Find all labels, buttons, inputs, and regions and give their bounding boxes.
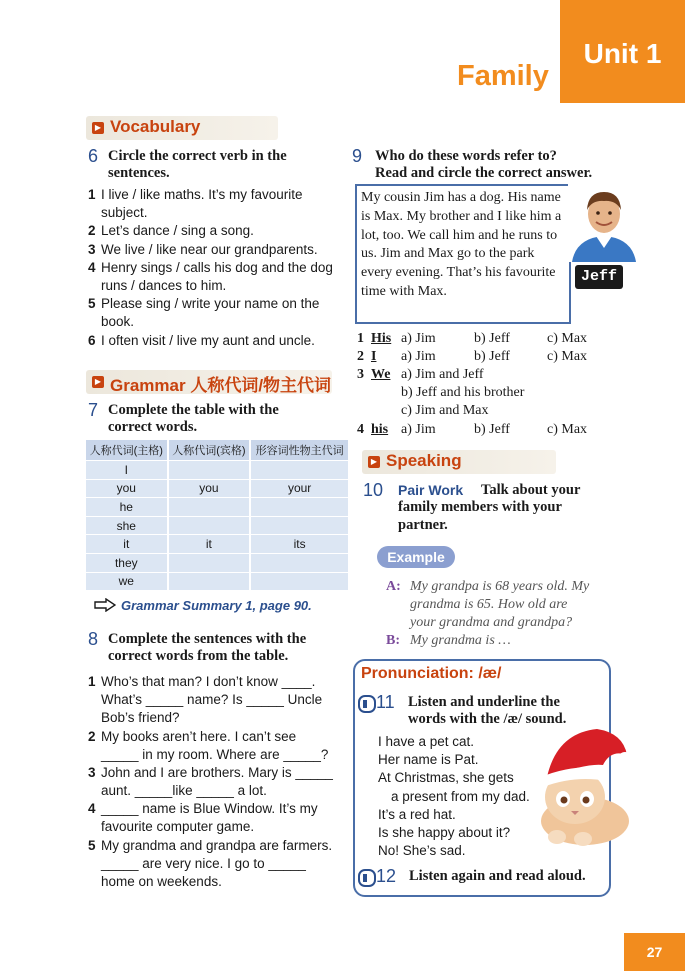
section-bullet-icon: ▶ <box>368 456 380 468</box>
table-header-row <box>86 440 349 461</box>
item-number: 3 <box>88 242 96 257</box>
table-cell[interactable] <box>250 516 349 535</box>
item-text: My grandma and grandpa are farmers. <box>101 838 333 853</box>
question-11-title-1: Listen and underline the <box>408 694 560 710</box>
answer-number: 1 <box>357 331 364 346</box>
option-c[interactable]: c) Jim and Max <box>401 403 489 418</box>
table-cell[interactable] <box>168 498 251 517</box>
question-11-title-2: words with the /æ/ sound. <box>408 711 567 727</box>
arrow-right-icon <box>94 598 116 612</box>
item-text: aunt. _____like _____ a lot. <box>101 783 267 798</box>
section-bullet-icon: ▶ <box>92 376 104 388</box>
title-line: Complete the table with the <box>108 402 279 418</box>
item-number: 4 <box>88 801 96 816</box>
item-text: John and I are brothers. Mary is _____ <box>101 765 333 780</box>
item-text: What’s _____ name? Is _____ Uncle <box>101 692 323 707</box>
speaking-heading <box>362 450 556 474</box>
poem-line: It’s a red hat. <box>378 806 456 822</box>
question-10-title-1: Talk about your <box>481 482 581 498</box>
table-cell[interactable] <box>250 498 349 517</box>
speaker-a-label: A: <box>386 579 401 594</box>
jeff-label: Jeff <box>575 265 623 289</box>
item-text: _____ name is Blue Window. It’s my <box>101 801 318 816</box>
vocabulary-heading <box>86 116 278 140</box>
option-a[interactable]: a) Jim <box>401 331 436 346</box>
speaker-a-line: your grandma and grandpa? <box>410 615 573 630</box>
vocabulary-label: Vocabulary <box>110 117 201 136</box>
poem <box>378 733 530 860</box>
unit-subtitle: Family <box>457 60 549 92</box>
item-text: subject. <box>101 205 148 220</box>
title-line: correct words from the table. <box>108 648 289 664</box>
pronoun-table <box>86 440 350 590</box>
speaker-a-line: My grandpa is 68 years old. My <box>410 579 590 594</box>
item-number: 2 <box>88 729 96 744</box>
table-row <box>86 516 349 535</box>
item-text: home on weekends. <box>101 874 222 889</box>
question-9-title <box>375 148 592 182</box>
question-10-number: 10 <box>363 480 384 500</box>
question-11-number: 11 <box>376 692 395 712</box>
item-number: 3 <box>88 765 96 780</box>
grammar-label: Grammar 人称代词/物主代词 <box>110 376 332 395</box>
item-text: I live / like maths. It’s my favourite <box>101 187 303 202</box>
option-c[interactable]: c) Max <box>547 422 588 437</box>
column-header: 形容词性物主代词 <box>250 440 349 461</box>
reading-passage <box>355 184 571 324</box>
table-cell: its <box>250 535 349 554</box>
unit-title: Unit 1 <box>583 38 662 69</box>
item-text: _____ are very nice. I go to _____ <box>101 856 306 871</box>
question-7-title <box>108 402 279 436</box>
item-number: 5 <box>88 838 96 853</box>
poem-line: Her name is Pat. <box>378 752 479 768</box>
speaker-b-label: B: <box>386 633 400 648</box>
table-cell[interactable] <box>168 516 251 535</box>
item-text: We live / like near our grandparents. <box>101 242 318 257</box>
question-12-number: 12 <box>376 866 397 886</box>
speaker-b-line: My grandma is … <box>410 633 511 648</box>
table-cell[interactable] <box>168 553 251 572</box>
item-text: Let’s dance / sing a song. <box>101 223 254 238</box>
item-text: Bob’s friend? <box>101 710 180 725</box>
table-cell: we <box>86 572 168 590</box>
item-number: 2 <box>88 223 96 238</box>
table-cell[interactable] <box>250 553 349 572</box>
speaker-a-line: grandma is 65. How old are <box>410 597 568 612</box>
item-number: 4 <box>88 260 96 275</box>
table-cell[interactable] <box>250 461 349 480</box>
item-text: I often visit / live my aunt and uncle. <box>101 333 315 348</box>
cat-santa-hat-image <box>527 725 633 847</box>
pronunciation-title: Pronunciation: /æ/ <box>361 665 502 682</box>
table-row <box>86 572 349 590</box>
title-line: Circle the correct verb in the <box>108 148 287 164</box>
question-12-title: Listen again and read aloud. <box>409 868 586 884</box>
table-cell[interactable] <box>168 572 251 590</box>
table-cell[interactable] <box>168 461 251 480</box>
grammar-heading <box>86 370 332 394</box>
question-7-number: 7 <box>88 400 99 420</box>
passage-text: My cousin Jim has a dog. His name is Max. My brother and I like him a lot, too. We call him and he runs to us. Jim and Max go to the park every evening. That’s his favourite time with Max. <box>361 190 562 299</box>
answer-number: 4 <box>357 422 364 437</box>
item-number: 1 <box>88 187 96 202</box>
poem-line: No! She’s sad. <box>378 843 466 859</box>
page-number: 27 <box>624 933 685 971</box>
poem-line: Is she happy about it? <box>378 825 511 841</box>
item-text: book. <box>101 314 135 329</box>
answer-word: We <box>371 367 391 382</box>
title-line: Who do these words refer to? <box>375 148 557 164</box>
section-bullet-icon: ▶ <box>92 122 104 134</box>
table-row <box>86 479 349 498</box>
item-text: My books aren’t here. I can’t see <box>101 729 297 744</box>
title-line: sentences. <box>108 165 170 181</box>
option-b[interactable]: b) Jeff <box>474 349 510 364</box>
item-text: favourite computer game. <box>101 819 255 834</box>
question-10-title-3: partner. <box>398 517 448 533</box>
audio-icon[interactable] <box>358 695 376 713</box>
example-badge: Example <box>377 546 455 568</box>
item-number: 1 <box>88 674 96 689</box>
table-row <box>86 535 349 554</box>
table-row <box>86 461 349 480</box>
answer-number: 2 <box>357 349 364 364</box>
option-b[interactable]: b) Jeff <box>474 422 510 437</box>
table-cell[interactable] <box>250 572 349 590</box>
table-cell: you <box>86 479 168 498</box>
table-cell: they <box>86 553 168 572</box>
table-cell: it <box>168 535 251 554</box>
speaking-label: Speaking <box>386 451 462 470</box>
table-cell: your <box>250 479 349 498</box>
table-cell: you <box>168 479 251 498</box>
answer-word: his <box>371 422 389 437</box>
item-number: 6 <box>88 333 96 348</box>
table-row <box>86 553 349 572</box>
answer-word: I <box>371 349 377 364</box>
answer-number: 3 <box>357 367 364 382</box>
question-8-title <box>108 631 306 665</box>
unit-banner <box>560 0 685 103</box>
question-10-title-2: family members with your <box>398 499 562 515</box>
option-b[interactable]: b) Jeff and his brother <box>401 385 525 400</box>
column-header: 人称代词(主格) <box>86 440 168 461</box>
item-text: _____ in my room. Where are _____? <box>101 747 329 762</box>
option-a[interactable]: a) Jim and Jeff <box>401 367 484 382</box>
option-a[interactable]: a) Jim <box>401 349 436 364</box>
grammar-summary-link[interactable]: Grammar Summary 1, page 90. <box>121 598 312 613</box>
item-text: Please sing / write your name on the <box>101 296 320 311</box>
poem-line: I have a pet cat. <box>378 734 475 749</box>
jeff-photo <box>568 182 640 262</box>
question-6-number: 6 <box>88 146 99 166</box>
table-cell: I <box>86 461 168 480</box>
audio-icon[interactable] <box>358 869 376 887</box>
title-line: Complete the sentences with the <box>108 631 307 647</box>
item-number: 5 <box>88 296 96 311</box>
option-c[interactable]: c) Max <box>547 349 588 364</box>
question-6-title <box>108 148 287 182</box>
question-8-number: 8 <box>88 629 99 649</box>
table-cell: she <box>86 516 168 535</box>
option-c[interactable]: c) Max <box>547 331 588 346</box>
question-9-number: 9 <box>352 146 363 166</box>
title-line: Read and circle the correct answer. <box>375 165 593 181</box>
table-row <box>86 498 349 517</box>
column-header: 人称代词(宾格) <box>168 440 251 461</box>
item-text: Who’s that man? I don’t know ____. <box>101 674 316 689</box>
pair-work-label: Pair Work <box>398 482 464 498</box>
table-cell: he <box>86 498 168 517</box>
option-a[interactable]: a) Jim <box>401 422 436 437</box>
title-line: correct words. <box>108 419 198 435</box>
answer-word: His <box>371 331 392 346</box>
item-text: runs / dances to him. <box>101 278 227 293</box>
table-cell: it <box>86 535 168 554</box>
poem-line: a present from my dad. <box>391 788 530 804</box>
item-text: Henry sings / calls his dog and the dog <box>101 260 333 275</box>
poem-line: At Christmas, she gets <box>378 770 514 786</box>
option-b[interactable]: b) Jeff <box>474 331 510 346</box>
